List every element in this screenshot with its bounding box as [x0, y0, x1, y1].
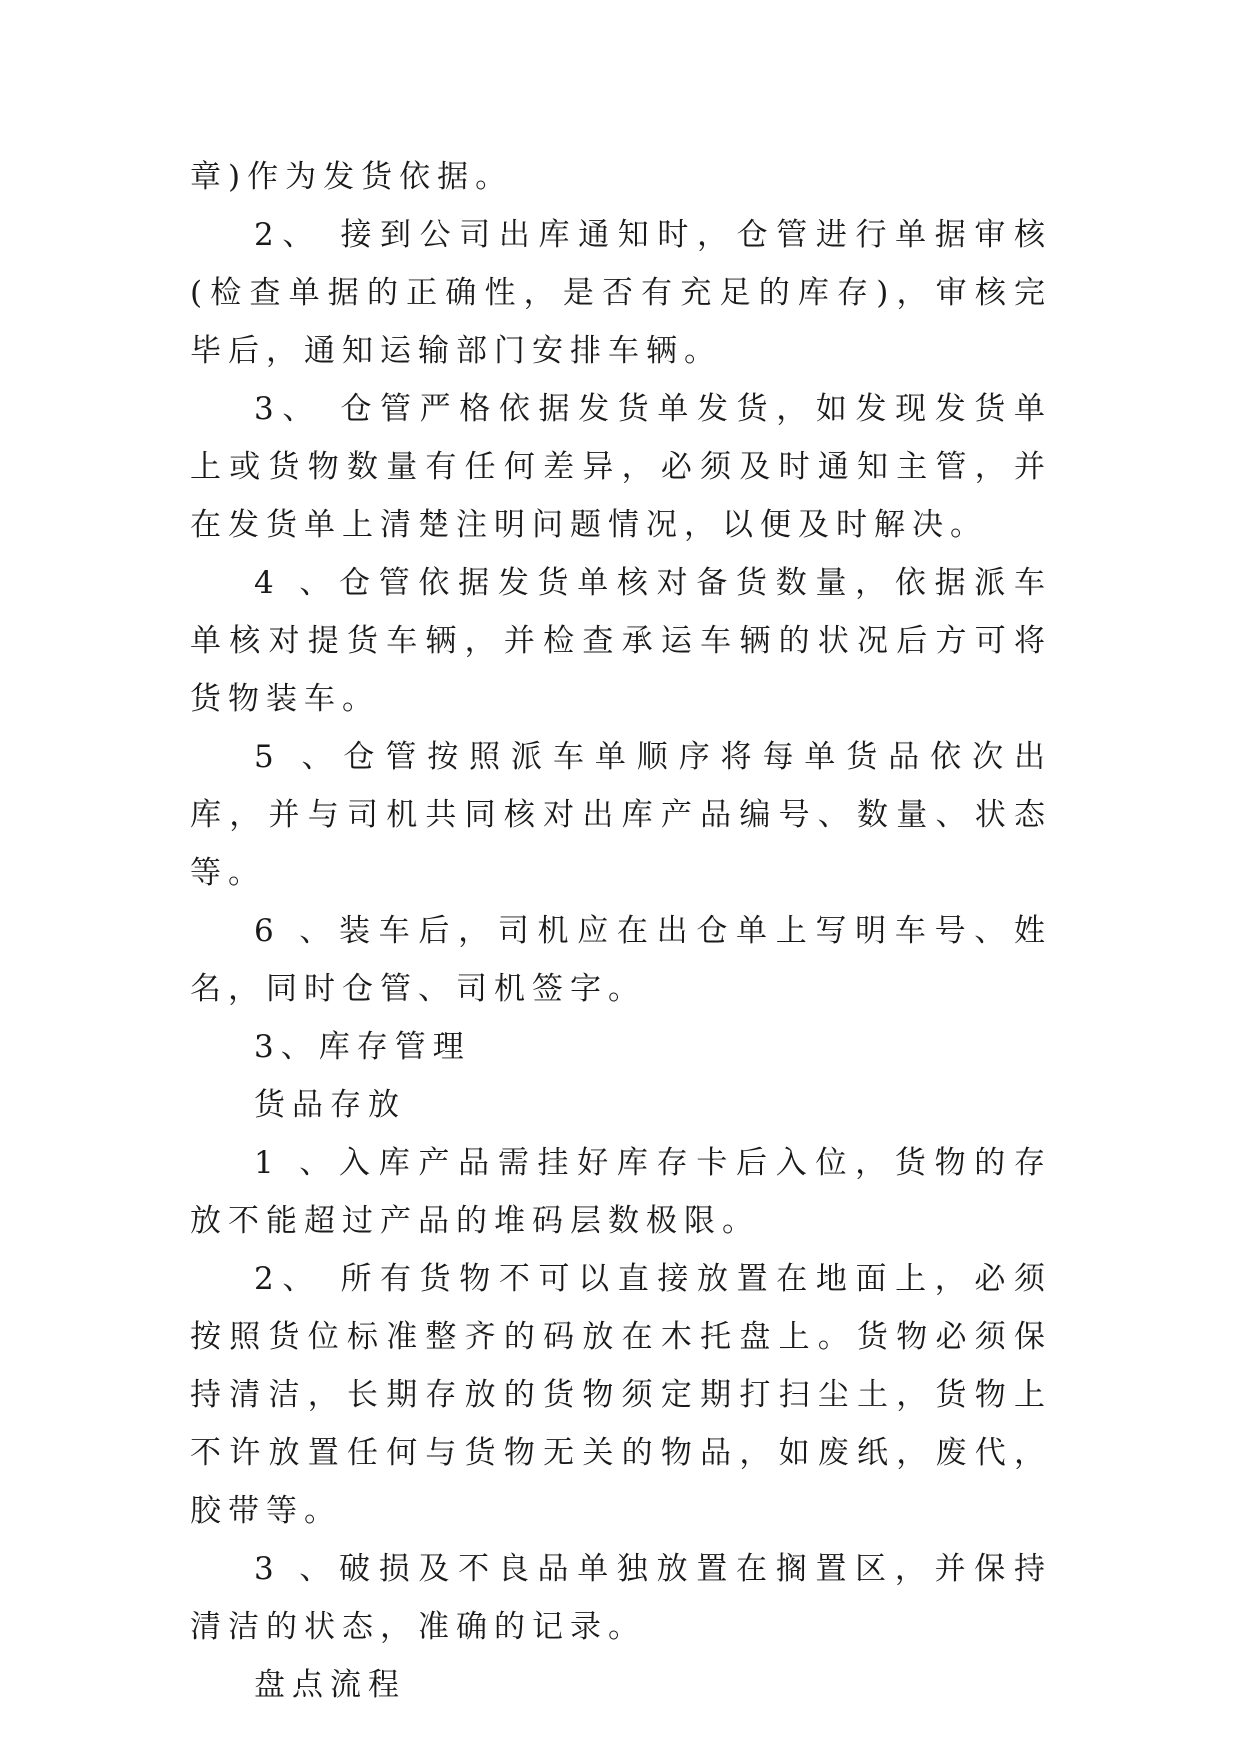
section-heading-inventory: 3、库存管理	[254, 1029, 471, 1065]
paragraph-outbound-step-4: 4 、仓管依据发货单核对备货数量，依据派车单核对提货车辆，并检查承运车辆的状况后方可将货物装车。	[190, 565, 1052, 717]
paragraph-outbound-step-2: 2、 接到公司出库通知时，仓管进行单据审核(检查单据的正确性，是否有充足的库存)，审核完毕后，通知运输部门安排车辆。	[190, 217, 1052, 369]
paragraph-storage-step-3: 3 、破损及不良品单独放置在搁置区，并保持清洁的状态，准确的记录。	[190, 1551, 1052, 1645]
paragraph-storage-step-2: 2、 所有货物不可以直接放置在地面上，必须按照货位标准整齐的码放在木托盘上。货物必须保持清洁，长期存放的货物须定期打扫尘土，货物上不许放置任何与货物无关的物品，如废纸，废代，胶带等。	[190, 1261, 1052, 1529]
subheading-storage: 货品存放	[254, 1087, 406, 1123]
paragraph-outbound-step-6: 6 、装车后，司机应在出仓单上写明车号、姓名，同时仓管、司机签字。	[190, 913, 1052, 1007]
paragraph-continuation: 章)作为发货依据。	[190, 159, 514, 195]
document-body	[190, 148, 1052, 1714]
paragraph-outbound-step-3: 3、 仓管严格依据发货单发货，如发现发货单上或货物数量有任何差异，必须及时通知主管，并在发货单上清楚注明问题情况，以便及时解决。	[190, 391, 1052, 543]
paragraph-storage-step-1: 1 、入库产品需挂好库存卡后入位，货物的存放不能超过产品的堆码层数极限。	[190, 1145, 1052, 1239]
paragraph-outbound-step-5: 5 、仓管按照派车单顺序将每单货品依次出库，并与司机共同核对出库产品编号、数量、状态等。	[190, 739, 1052, 891]
subheading-stocktaking: 盘点流程	[254, 1667, 406, 1703]
